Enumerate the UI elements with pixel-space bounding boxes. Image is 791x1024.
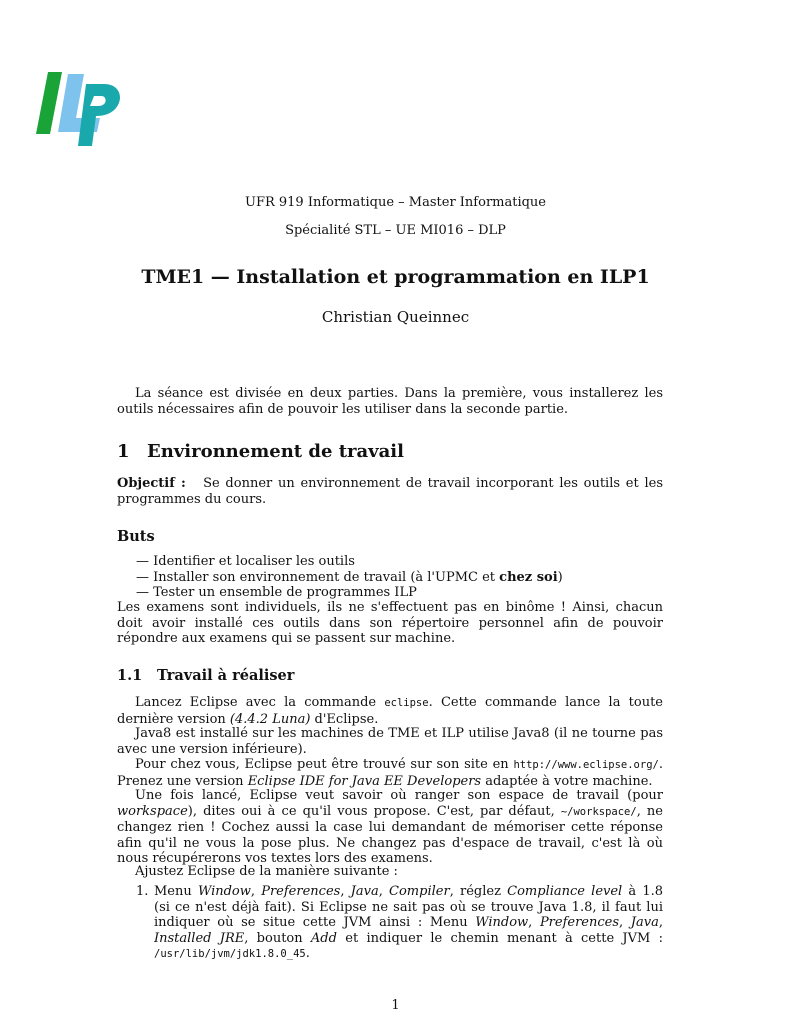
paragraph-home bbox=[117, 757, 663, 789]
url: http://www.eclipse.org/ bbox=[513, 759, 659, 771]
list-item: — Identifier et localiser les outils bbox=[136, 554, 355, 569]
italic-text: Add bbox=[310, 930, 337, 946]
paragraph-java8: Java8 est installé sur les machines de TME et ILP utilise Java8 (il ne tourne pas avec une version inférieure). bbox=[117, 726, 663, 757]
list-item: — Tester un ensemble de programmes ILP bbox=[136, 585, 417, 600]
header-line-1: UFR 919 Informatique – Master Informatique bbox=[244, 195, 547, 210]
paragraph-adjust: Ajustez Eclipse de la manière suivante : bbox=[135, 864, 398, 879]
italic-text: Java bbox=[350, 884, 379, 899]
paragraph-launch bbox=[117, 695, 663, 727]
text: adaptée à votre machine. bbox=[481, 773, 653, 789]
logo-letter-i bbox=[36, 72, 62, 134]
objective-label: Objectif : bbox=[117, 476, 186, 491]
text: , bbox=[340, 884, 351, 899]
italic-text: Compliance level bbox=[507, 884, 623, 899]
italic-text: Eclipse IDE for Java EE Developers bbox=[247, 773, 482, 789]
text: Pour chez vous, Eclipse peut être trouvé sur son site en bbox=[135, 757, 514, 772]
list-item-text-end: ) bbox=[557, 570, 563, 585]
text: Une fois lancé, Eclipse veut savoir où ranger son espace de travail (pour bbox=[135, 788, 663, 803]
text: , bbox=[528, 915, 540, 930]
list-item-text: — Installer son environnement de travail (à l'UPMC et bbox=[136, 570, 500, 585]
text: , bouton bbox=[244, 930, 311, 946]
ilp-logo bbox=[34, 70, 124, 150]
list-item bbox=[136, 570, 563, 585]
text: , bbox=[619, 915, 631, 930]
buts-heading: Buts bbox=[117, 528, 155, 545]
subsection-title: Travail à réaliser bbox=[157, 667, 295, 684]
list-number: 1. bbox=[136, 884, 149, 899]
text: , bbox=[250, 884, 262, 899]
subsection-number: 1.1 bbox=[117, 667, 143, 684]
section-title: Environnement de travail bbox=[147, 441, 404, 462]
text: . Prenez une version bbox=[117, 757, 663, 789]
italic-text: (4.4.2 Luna) bbox=[229, 711, 311, 727]
italic-text: Compiler bbox=[389, 884, 450, 899]
text: ), dites oui à ce qu'il vous propose. C'est, par défaut, bbox=[187, 803, 561, 819]
italic-text: workspace bbox=[117, 803, 188, 819]
numbered-list-item bbox=[136, 884, 663, 963]
intro-paragraph: La séance est divisée en deux parties. Dans la première, vous installerez les outils nécessaires afin de pouvoir les utiliser dans la seconde partie. bbox=[117, 386, 663, 417]
italic-text: Window bbox=[475, 915, 529, 930]
document-title: TME1 — Installation et programmation en ILP1 bbox=[141, 266, 650, 288]
italic-text: Window bbox=[197, 884, 251, 899]
section-heading bbox=[117, 441, 404, 462]
text: , bbox=[658, 915, 663, 930]
italic-text: Preferences bbox=[261, 884, 341, 899]
text: , réglez bbox=[449, 884, 508, 899]
italic-text: Java bbox=[630, 915, 659, 930]
text: . Cette commande lance la toute dernière version bbox=[117, 695, 664, 727]
header-line-2: Spécialité STL – UE MI016 – DLP bbox=[285, 223, 506, 238]
italic-text: Installed JRE bbox=[154, 930, 245, 946]
text: à 1.8 (si ce n'est déjà fait). Si Eclipse ne sait pas où se trouve Java 1.8, il faut lui indiquer où se situe cette JVM ainsi : Menu bbox=[154, 884, 664, 930]
code: eclipse bbox=[384, 697, 429, 709]
objective-text: Se donner un environnement de travail incorporant les outils et les programmes du cours. bbox=[117, 476, 663, 507]
text: et indiquer le chemin menant à cette JVM : bbox=[336, 930, 664, 946]
text: Lancez Eclipse avec la commande bbox=[135, 695, 385, 710]
list-item-body bbox=[154, 884, 663, 963]
subsection-heading bbox=[117, 667, 294, 684]
text: , bbox=[378, 884, 390, 899]
list-item-bold: chez soi bbox=[499, 570, 558, 585]
text: , ne changez rien ! Cochez aussi la case lui demandant de mémoriser cette réponse afin qu'il ne vous la pose plus. Ne changez pas d'espace de travail, c'est là où nous récupérerons vos textes lors des examens. bbox=[117, 803, 663, 866]
section-number: 1 bbox=[117, 441, 130, 462]
text: . bbox=[305, 946, 310, 961]
exams-paragraph: Les examens sont individuels, ils ne s'effectuent pas en binôme ! Ainsi, chacun doit avoir installé ces outils dans son répertoire personnel afin de pouvoir répondre aux examens qui se passent sur machine. bbox=[117, 600, 663, 646]
text: Menu bbox=[154, 884, 198, 899]
text: d'Eclipse. bbox=[310, 711, 379, 727]
author: Christian Queinnec bbox=[321, 308, 470, 326]
code: ~/workspace/ bbox=[560, 805, 637, 818]
paragraph-workspace bbox=[117, 788, 663, 867]
path: /usr/lib/jvm/jdk1.8.0_45 bbox=[154, 948, 306, 960]
page-number: 1 bbox=[391, 998, 400, 1013]
logo-letter-p bbox=[78, 84, 120, 146]
italic-text: Preferences bbox=[539, 915, 620, 930]
objective-paragraph bbox=[117, 476, 663, 507]
